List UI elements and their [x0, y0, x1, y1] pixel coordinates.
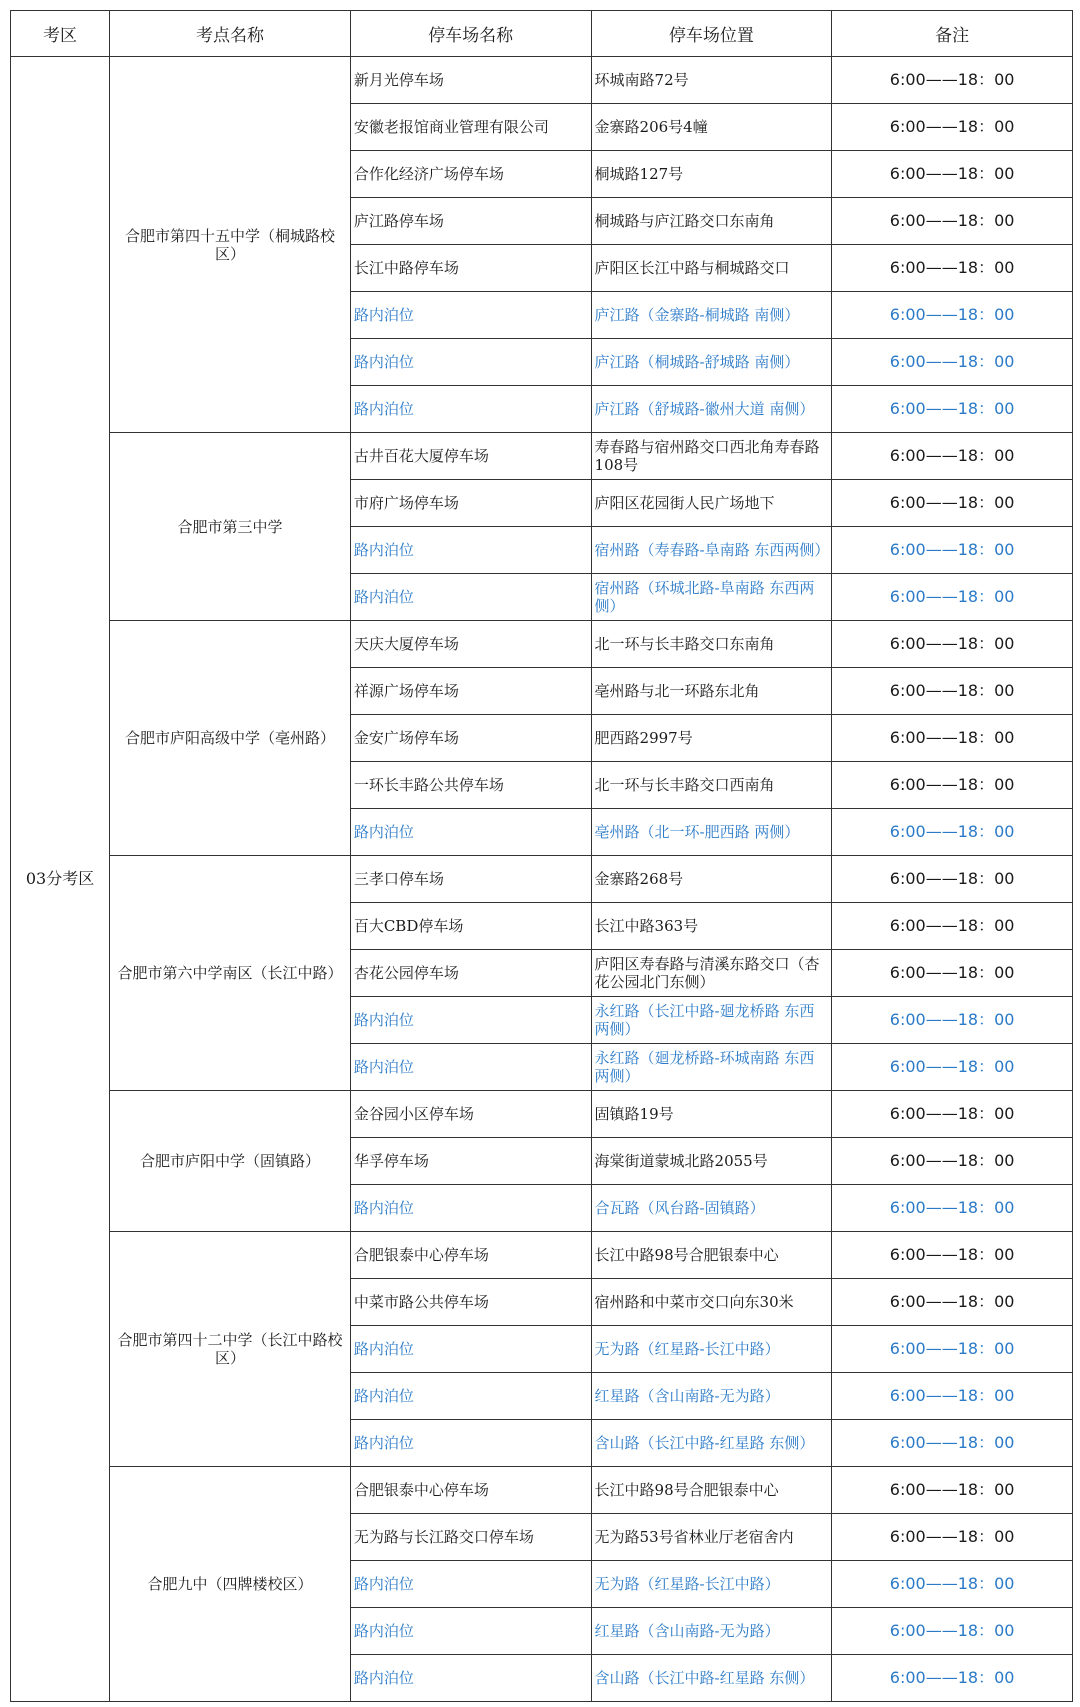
note-cell: 6:00——18：00 — [832, 386, 1073, 433]
lot-name-cell: 古井百花大厦停车场 — [350, 433, 591, 480]
lot-location-cell: 红星路（含山南路-无为路） — [591, 1373, 832, 1420]
lot-location-cell: 亳州路与北一环路东北角 — [591, 668, 832, 715]
note-cell: 6:00——18：00 — [832, 1561, 1073, 1608]
lot-location-cell: 固镇路19号 — [591, 1091, 832, 1138]
note-cell: 6:00——18：00 — [832, 104, 1073, 151]
lot-location-cell: 庐江路（桐城路-舒城路 南侧） — [591, 339, 832, 386]
note-cell: 6:00——18：00 — [832, 1608, 1073, 1655]
table-row — [11, 621, 1073, 668]
lot-location-cell: 亳州路（北一环-肥西路 两侧） — [591, 809, 832, 856]
site-name-cell: 合肥市第三中学 — [110, 433, 351, 621]
lot-location-cell: 肥西路2997号 — [591, 715, 832, 762]
table-row — [11, 433, 1073, 480]
note-cell: 6:00——18：00 — [832, 1467, 1073, 1514]
zone-cell: 03分考区 — [11, 57, 110, 1702]
lot-location-cell: 庐江路（舒城路-徽州大道 南侧） — [591, 386, 832, 433]
site-name-cell: 合肥市庐阳高级中学（亳州路） — [110, 621, 351, 856]
lot-name-cell: 路内泊位 — [350, 809, 591, 856]
lot-location-cell: 庐江路（金寨路-桐城路 南侧） — [591, 292, 832, 339]
header-note: 备注 — [832, 11, 1073, 57]
table-row — [11, 1232, 1073, 1279]
note-cell: 6:00——18：00 — [832, 527, 1073, 574]
lot-location-cell: 桐城路127号 — [591, 151, 832, 198]
note-cell: 6:00——18：00 — [832, 1138, 1073, 1185]
note-cell: 6:00——18：00 — [832, 715, 1073, 762]
note-cell: 6:00——18：00 — [832, 1326, 1073, 1373]
lot-name-cell: 路内泊位 — [350, 386, 591, 433]
lot-location-cell: 庐阳区花园街人民广场地下 — [591, 480, 832, 527]
lot-name-cell: 路内泊位 — [350, 1608, 591, 1655]
note-cell: 6:00——18：00 — [832, 1185, 1073, 1232]
lot-name-cell: 路内泊位 — [350, 1373, 591, 1420]
lot-location-cell: 北一环与长丰路交口西南角 — [591, 762, 832, 809]
lot-name-cell: 路内泊位 — [350, 574, 591, 621]
lot-location-cell: 海棠街道蒙城北路2055号 — [591, 1138, 832, 1185]
lot-location-cell: 北一环与长丰路交口东南角 — [591, 621, 832, 668]
note-cell: 6:00——18：00 — [832, 1373, 1073, 1420]
note-cell: 6:00——18：00 — [832, 433, 1073, 480]
note-cell: 6:00——18：00 — [832, 245, 1073, 292]
lot-name-cell: 一环长丰路公共停车场 — [350, 762, 591, 809]
note-cell: 6:00——18：00 — [832, 1091, 1073, 1138]
site-name-cell: 合肥市第六中学南区（长江中路） — [110, 856, 351, 1091]
lot-location-cell: 宿州路（寿春路-阜南路 东西两侧） — [591, 527, 832, 574]
lot-name-cell: 三孝口停车场 — [350, 856, 591, 903]
lot-name-cell: 庐江路停车场 — [350, 198, 591, 245]
lot-name-cell: 路内泊位 — [350, 1655, 591, 1702]
lot-name-cell: 路内泊位 — [350, 1044, 591, 1091]
table-row — [11, 856, 1073, 903]
parking-table — [10, 10, 1073, 1702]
lot-name-cell: 天庆大厦停车场 — [350, 621, 591, 668]
lot-name-cell: 路内泊位 — [350, 339, 591, 386]
lot-location-cell: 庐阳区长江中路与桐城路交口 — [591, 245, 832, 292]
lot-location-cell: 长江中路363号 — [591, 903, 832, 950]
lot-location-cell: 含山路（长江中路-红星路 东侧） — [591, 1420, 832, 1467]
lot-location-cell: 宿州路和中菜市交口向东30米 — [591, 1279, 832, 1326]
note-cell: 6:00——18：00 — [832, 903, 1073, 950]
lot-name-cell: 路内泊位 — [350, 1420, 591, 1467]
lot-name-cell: 路内泊位 — [350, 1326, 591, 1373]
note-cell: 6:00——18：00 — [832, 997, 1073, 1044]
lot-name-cell: 路内泊位 — [350, 1561, 591, 1608]
note-cell: 6:00——18：00 — [832, 1232, 1073, 1279]
note-cell: 6:00——18：00 — [832, 292, 1073, 339]
header-location: 停车场位置 — [591, 11, 832, 57]
note-cell: 6:00——18：00 — [832, 809, 1073, 856]
table-header — [11, 11, 1073, 57]
lot-location-cell: 红星路（含山南路-无为路） — [591, 1608, 832, 1655]
lot-name-cell: 合肥银泰中心停车场 — [350, 1467, 591, 1514]
lot-name-cell: 安徽老报馆商业管理有限公司 — [350, 104, 591, 151]
lot-name-cell: 路内泊位 — [350, 292, 591, 339]
header-site: 考点名称 — [110, 11, 351, 57]
note-cell: 6:00——18：00 — [832, 339, 1073, 386]
table-row — [11, 1467, 1073, 1514]
note-cell: 6:00——18：00 — [832, 1420, 1073, 1467]
lot-location-cell: 金寨路268号 — [591, 856, 832, 903]
lot-location-cell: 含山路（长江中路-红星路 东侧） — [591, 1655, 832, 1702]
table-body — [11, 57, 1073, 1702]
lot-location-cell: 金寨路206号4幢 — [591, 104, 832, 151]
lot-name-cell: 长江中路停车场 — [350, 245, 591, 292]
lot-name-cell: 百大CBD停车场 — [350, 903, 591, 950]
note-cell: 6:00——18：00 — [832, 621, 1073, 668]
note-cell: 6:00——18：00 — [832, 668, 1073, 715]
note-cell: 6:00——18：00 — [832, 762, 1073, 809]
lot-location-cell: 环城南路72号 — [591, 57, 832, 104]
lot-name-cell: 合肥银泰中心停车场 — [350, 1232, 591, 1279]
note-cell: 6:00——18：00 — [832, 1044, 1073, 1091]
table-row — [11, 57, 1073, 104]
site-name-cell: 合肥市第四十二中学（长江中路校区） — [110, 1232, 351, 1467]
site-name-cell: 合肥市第四十五中学（桐城路校区） — [110, 57, 351, 433]
lot-location-cell: 寿春路与宿州路交口西北角寿春路108号 — [591, 433, 832, 480]
lot-location-cell: 桐城路与庐江路交口东南角 — [591, 198, 832, 245]
note-cell: 6:00——18：00 — [832, 950, 1073, 997]
lot-name-cell: 金谷园小区停车场 — [350, 1091, 591, 1138]
lot-location-cell: 长江中路98号合肥银泰中心 — [591, 1467, 832, 1514]
note-cell: 6:00——18：00 — [832, 856, 1073, 903]
lot-name-cell: 杏花公园停车场 — [350, 950, 591, 997]
lot-location-cell: 无为路53号省林业厅老宿舍内 — [591, 1514, 832, 1561]
table-row — [11, 1091, 1073, 1138]
header-zone: 考区 — [11, 11, 110, 57]
note-cell: 6:00——18：00 — [832, 1514, 1073, 1561]
header-lot: 停车场名称 — [350, 11, 591, 57]
site-name-cell: 合肥市庐阳中学（固镇路） — [110, 1091, 351, 1232]
note-cell: 6:00——18：00 — [832, 480, 1073, 527]
lot-location-cell: 宿州路（环城北路-阜南路 东西两侧） — [591, 574, 832, 621]
lot-location-cell: 永红路（长江中路-廻龙桥路 东西两侧） — [591, 997, 832, 1044]
lot-name-cell: 路内泊位 — [350, 997, 591, 1044]
lot-name-cell: 中菜市路公共停车场 — [350, 1279, 591, 1326]
lot-name-cell: 路内泊位 — [350, 1185, 591, 1232]
note-cell: 6:00——18：00 — [832, 574, 1073, 621]
note-cell: 6:00——18：00 — [832, 198, 1073, 245]
lot-location-cell: 长江中路98号合肥银泰中心 — [591, 1232, 832, 1279]
note-cell: 6:00——18：00 — [832, 1655, 1073, 1702]
header-row — [11, 11, 1073, 57]
lot-location-cell: 合瓦路（风台路-固镇路） — [591, 1185, 832, 1232]
lot-name-cell: 市府广场停车场 — [350, 480, 591, 527]
lot-location-cell: 无为路（红星路-长江中路） — [591, 1326, 832, 1373]
note-cell: 6:00——18：00 — [832, 57, 1073, 104]
lot-location-cell: 无为路（红星路-长江中路） — [591, 1561, 832, 1608]
lot-name-cell: 祥源广场停车场 — [350, 668, 591, 715]
lot-name-cell: 新月光停车场 — [350, 57, 591, 104]
lot-name-cell: 华孚停车场 — [350, 1138, 591, 1185]
note-cell: 6:00——18：00 — [832, 151, 1073, 198]
lot-name-cell: 金安广场停车场 — [350, 715, 591, 762]
site-name-cell: 合肥九中（四牌楼校区） — [110, 1467, 351, 1702]
lot-location-cell: 庐阳区寿春路与清溪东路交口（杏花公园北门东侧） — [591, 950, 832, 997]
note-cell: 6:00——18：00 — [832, 1279, 1073, 1326]
lot-name-cell: 无为路与长江路交口停车场 — [350, 1514, 591, 1561]
lot-name-cell: 路内泊位 — [350, 527, 591, 574]
lot-name-cell: 合作化经济广场停车场 — [350, 151, 591, 198]
lot-location-cell: 永红路（廻龙桥路-环城南路 东西两侧） — [591, 1044, 832, 1091]
